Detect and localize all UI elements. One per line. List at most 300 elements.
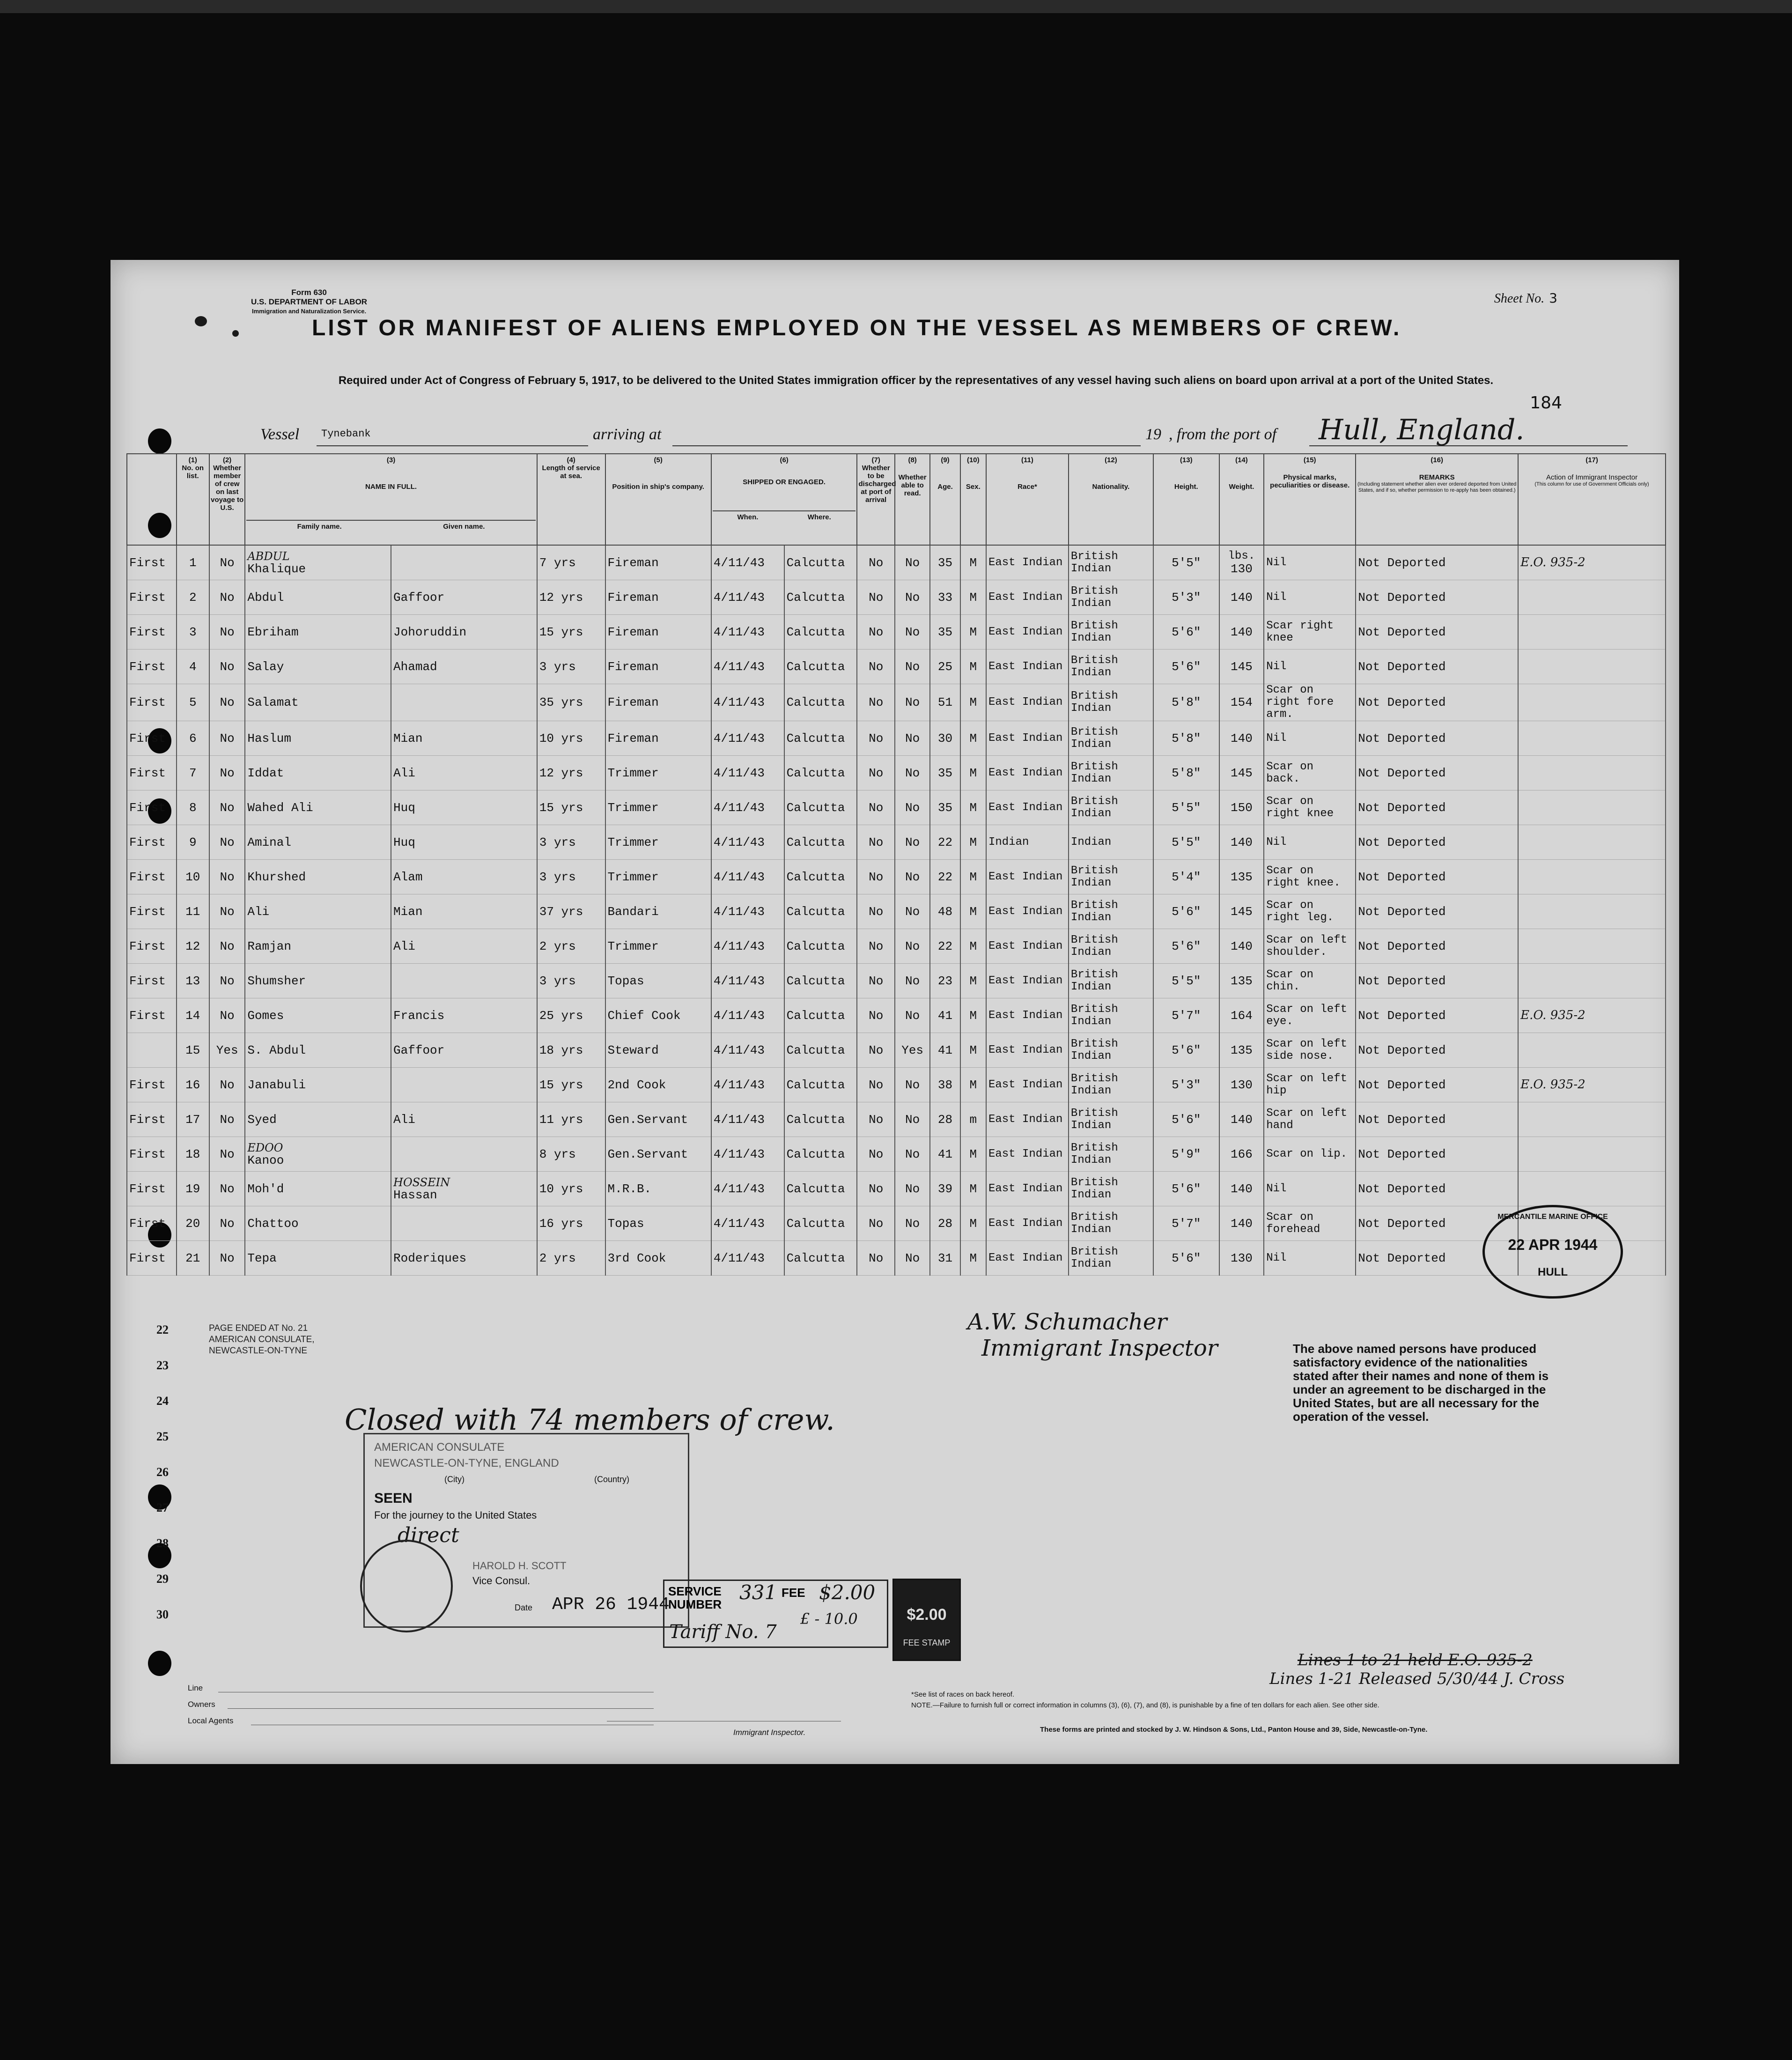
shipped-when-value: 4/11/43: [713, 590, 765, 605]
service-length-value: 11 yrs: [539, 1112, 583, 1127]
family-name: [245, 615, 391, 650]
shipped-when: [711, 998, 784, 1033]
family-name-value: Tepa: [247, 1251, 277, 1265]
family-name-value: Gomes: [247, 1008, 284, 1023]
nationality-value: British Indian: [1070, 1107, 1118, 1132]
service-length-value: 3 yrs: [539, 870, 576, 884]
last-voyage-value: No: [220, 1147, 235, 1161]
able-to-read-value: No: [905, 590, 920, 605]
line-number-value: 15: [185, 1043, 200, 1057]
discharged: [857, 860, 894, 894]
weight-value: 140: [1231, 1181, 1253, 1196]
col-header-7: (7) Whether to be discharged at port of arrival: [857, 454, 894, 545]
inspector-action: [1518, 650, 1666, 684]
col-header-9: (9) Age.: [930, 454, 960, 545]
remarks-value: Not Deported: [1358, 1251, 1446, 1265]
family-name-value: Ali: [247, 904, 270, 919]
shipped-when-value: 4/11/43: [713, 939, 765, 953]
height-value: 5'8": [1172, 695, 1201, 709]
shipped-when: [711, 1068, 784, 1102]
race: [986, 825, 1069, 860]
weight-value: 145: [1231, 904, 1253, 919]
remarks-value: Not Deported: [1358, 1216, 1446, 1231]
nationality-value: British Indian: [1070, 1003, 1118, 1028]
height: [1153, 929, 1219, 964]
port-of-departure: Hull, England.: [1319, 413, 1525, 446]
margin-cell-value: First: [129, 659, 166, 674]
position-value: Trimmer: [607, 800, 659, 815]
service-length-value: 15 yrs: [539, 625, 583, 639]
age-value: 25: [937, 659, 953, 674]
discharged: [857, 825, 894, 860]
physical-marks: [1264, 650, 1356, 684]
margin-cell: [127, 1206, 177, 1241]
weight-value: 140: [1231, 731, 1253, 746]
margin-cell: [127, 998, 177, 1033]
given-name: [391, 545, 537, 580]
remarks: [1356, 615, 1518, 650]
given-name: [391, 790, 537, 825]
able-to-read: [895, 964, 930, 998]
discharged-value: No: [869, 800, 884, 815]
position: [605, 894, 711, 929]
position: [605, 545, 711, 580]
race-value: East Indian: [988, 766, 1063, 779]
age-value: 28: [937, 1112, 953, 1127]
table-row: [127, 964, 1666, 998]
shipped-when: [711, 650, 784, 684]
shipped-where: [784, 756, 857, 790]
physical-marks: [1264, 860, 1356, 894]
margin-cell-value: First: [129, 625, 166, 639]
given-name-value: Ali: [393, 939, 415, 953]
position: [605, 1206, 711, 1241]
age-value: 23: [937, 974, 953, 988]
vessel-label: Vessel: [260, 426, 300, 443]
margin-cell-value: First: [129, 590, 166, 605]
line-number-value: 20: [185, 1216, 200, 1231]
given-name: [391, 615, 537, 650]
race: [986, 545, 1069, 580]
inspector-action: [1518, 615, 1666, 650]
discharged-value: No: [869, 835, 884, 849]
inspector-action: [1518, 1137, 1666, 1172]
col-header-10: (10) Sex.: [960, 454, 986, 545]
able-to-read-value: No: [905, 1112, 920, 1127]
physical-marks: [1264, 580, 1356, 615]
service-length: [537, 756, 605, 790]
race-value: East Indian: [988, 1078, 1063, 1091]
inspector-action-value: E.O. 935-2: [1520, 555, 1586, 569]
height: [1153, 721, 1219, 756]
last-voyage-value: No: [220, 766, 235, 780]
service-length: [537, 1206, 605, 1241]
family-name-value: Ebriham: [247, 625, 299, 639]
position-value: Trimmer: [607, 835, 659, 849]
last-voyage-value: No: [220, 835, 235, 849]
position-value: Trimmer: [607, 870, 659, 884]
last-voyage: [209, 790, 245, 825]
shipped-when-value: 4/11/43: [713, 1008, 765, 1023]
age-value: 31: [937, 1251, 953, 1265]
margin-header: [127, 454, 177, 545]
margin-cell-value: First: [129, 904, 166, 919]
margin-cell: [127, 964, 177, 998]
race-value: East Indian: [988, 801, 1063, 814]
line-number-value: 12: [185, 939, 200, 953]
line-number-value: 9: [189, 835, 197, 849]
last-voyage-value: No: [220, 1078, 235, 1092]
given-name: [391, 650, 537, 684]
sex: [960, 860, 986, 894]
height: [1153, 964, 1219, 998]
given-name-value: Alam: [393, 870, 423, 884]
line-number-value: 7: [189, 766, 197, 780]
able-to-read: [895, 1241, 930, 1276]
able-to-read: [895, 580, 930, 615]
remarks-value: Not Deported: [1358, 904, 1446, 919]
weight-value: 150: [1231, 800, 1253, 815]
age-value: 22: [937, 870, 953, 884]
given-name-value: Huq: [393, 835, 415, 849]
age: [930, 894, 960, 929]
line-number: [177, 1137, 209, 1172]
remarks-value: Not Deported: [1358, 555, 1446, 570]
family-name-value: Moh'd: [247, 1181, 284, 1196]
age-value: 22: [937, 939, 953, 953]
remarks-value: Not Deported: [1358, 1043, 1446, 1057]
age: [930, 790, 960, 825]
table-row: [127, 825, 1666, 860]
weight: [1219, 1137, 1264, 1172]
height: [1153, 1172, 1219, 1206]
sex-value: M: [969, 904, 977, 919]
race: [986, 721, 1069, 756]
margin-cell-value: First: [129, 695, 166, 709]
remarks: [1356, 580, 1518, 615]
ink-blot: [195, 316, 207, 326]
height-value: 5'6": [1172, 939, 1201, 953]
weight: [1219, 615, 1264, 650]
weight-value: 140: [1231, 1216, 1253, 1231]
margin-cell: [127, 1068, 177, 1102]
given-name-value: Francis: [393, 1008, 445, 1023]
nationality-value: British Indian: [1070, 760, 1118, 785]
margin-cell: [127, 650, 177, 684]
position-value: Fireman: [607, 731, 659, 746]
shipped-when: [711, 790, 784, 825]
shipped-where: [784, 684, 857, 721]
height-value: 5'6": [1172, 1251, 1201, 1265]
discharged: [857, 615, 894, 650]
line-number-value: 18: [185, 1147, 200, 1161]
penalty-note: NOTE.—Failure to furnish full or correct information in columns (3), (6), (7), and (8), is punishable by a fine of ten dollars for each alien. See other side.: [911, 1701, 1379, 1709]
inspector-action: [1518, 1102, 1666, 1137]
discharged: [857, 998, 894, 1033]
inspector-action: [1518, 790, 1666, 825]
nationality-value: British Indian: [1070, 933, 1118, 959]
remarks-value: Not Deported: [1358, 766, 1446, 780]
col-header-5: (5) Position in ship's company.: [605, 454, 711, 545]
physical-marks-value: Scar on back.: [1266, 760, 1314, 785]
service-length: [537, 1137, 605, 1172]
col-header-2: (2) Whether member of crew on last voyage to U.S.: [209, 454, 245, 545]
weight: [1219, 1068, 1264, 1102]
weight-value: 140: [1231, 590, 1253, 605]
shipped-where: [784, 650, 857, 684]
service-length: [537, 1033, 605, 1068]
shipped-when: [711, 825, 784, 860]
height: [1153, 1102, 1219, 1137]
height: [1153, 545, 1219, 580]
sex-value: M: [969, 939, 977, 953]
weight: [1219, 998, 1264, 1033]
physical-marks: [1264, 684, 1356, 721]
shipped-when: [711, 1172, 784, 1206]
age: [930, 1102, 960, 1137]
sex-value: M: [969, 625, 977, 639]
height-value: 5'5": [1172, 835, 1201, 849]
height-value: 5'8": [1172, 731, 1201, 746]
nationality-value: British Indian: [1070, 1141, 1118, 1167]
weight: [1219, 1206, 1264, 1241]
discharged-value: No: [869, 731, 884, 746]
position: [605, 998, 711, 1033]
last-voyage-value: No: [220, 659, 235, 674]
shipped-when-value: 4/11/43: [713, 1216, 765, 1231]
nationality: [1069, 1172, 1153, 1206]
nationality: [1069, 1068, 1153, 1102]
given-name: [391, 756, 537, 790]
col-header-15: (15) Physical marks, peculiarities or disease.: [1264, 454, 1356, 545]
document-title: LIST OR MANIFEST OF ALIENS EMPLOYED ON THE VESSEL AS MEMBERS OF CREW.: [312, 316, 1402, 340]
age-value: 35: [937, 800, 953, 815]
able-to-read-value: No: [905, 625, 920, 639]
inspector-action: [1518, 684, 1666, 721]
shipped-where: [784, 1102, 857, 1137]
shipped-when: [711, 580, 784, 615]
margin-cell: [127, 756, 177, 790]
height-value: 5'5": [1172, 974, 1201, 988]
race-value: East Indian: [988, 1043, 1063, 1056]
shipped-where-value: Calcutta: [786, 590, 845, 605]
position-value: Fireman: [607, 659, 659, 674]
nationality: [1069, 721, 1153, 756]
nationality-value: British Indian: [1070, 584, 1118, 610]
service-length: [537, 684, 605, 721]
sex-value: M: [969, 590, 977, 605]
discharged-value: No: [869, 939, 884, 953]
year-label: 19: [1145, 426, 1161, 443]
shipped-where: [784, 929, 857, 964]
physical-marks-value: Scar on left eye.: [1266, 1003, 1348, 1028]
remarks: [1356, 1137, 1518, 1172]
age-value: 48: [937, 904, 953, 919]
col-header-17: (17) Action of Immigrant Inspector (This column for use of Government Officials only): [1518, 454, 1666, 545]
family-name-header: Family name.: [297, 523, 342, 531]
given-name: [391, 1241, 537, 1276]
line-number-value: 6: [189, 731, 197, 746]
discharged-value: No: [869, 695, 884, 709]
line-number: [177, 929, 209, 964]
table-row: [127, 615, 1666, 650]
shipped-when: [711, 615, 784, 650]
weight-value: 154: [1231, 695, 1253, 709]
sex: [960, 964, 986, 998]
able-to-read-value: No: [905, 1181, 920, 1196]
sex: [960, 790, 986, 825]
last-voyage: [209, 998, 245, 1033]
service-length: [537, 650, 605, 684]
family-name: [245, 860, 391, 894]
service-length: [537, 929, 605, 964]
shipped-when-value: 4/11/43: [713, 835, 765, 849]
physical-marks-value: Scar on right leg.: [1266, 899, 1334, 924]
document-subtitle: Required under Act of Congress of February 5, 1917, to be delivered to the United States immigration officer by the representatives of any vessel having such aliens on board upon arrival at a port of the United States.: [338, 374, 1494, 387]
shipped-where-value: Calcutta: [786, 1043, 845, 1057]
inspector-action: [1518, 545, 1666, 580]
height-value: 5'8": [1172, 766, 1201, 780]
line-number: [177, 650, 209, 684]
physical-marks: [1264, 1206, 1356, 1241]
physical-marks: [1264, 1068, 1356, 1102]
shipped-where-value: Calcutta: [786, 1078, 845, 1092]
table-row: [127, 1033, 1666, 1068]
height: [1153, 1241, 1219, 1276]
family-name: [245, 684, 391, 721]
age-value: 41: [937, 1147, 953, 1161]
race: [986, 615, 1069, 650]
service-length-value: 3 yrs: [539, 835, 576, 849]
service-length-value: 3 yrs: [539, 659, 576, 674]
given-name-value: Mian: [393, 904, 423, 919]
position: [605, 825, 711, 860]
service-length-value: 18 yrs: [539, 1043, 583, 1057]
table-row: [127, 756, 1666, 790]
able-to-read: [895, 929, 930, 964]
family-name-value: Janabuli: [247, 1078, 306, 1092]
agents-label: Local Agents: [188, 1716, 234, 1725]
shipped-when-value: 4/11/43: [713, 625, 765, 639]
col-header-1: (1) No. on list.: [177, 454, 209, 545]
remarks-value: Not Deported: [1358, 659, 1446, 674]
able-to-read-value: No: [905, 1008, 920, 1023]
race-value: East Indian: [988, 591, 1063, 604]
race: [986, 1241, 1069, 1276]
physical-marks: [1264, 998, 1356, 1033]
position-value: Fireman: [607, 555, 659, 570]
owners-label: Owners: [188, 1700, 215, 1709]
race: [986, 756, 1069, 790]
physical-marks: [1264, 964, 1356, 998]
shipped-when-value: 4/11/43: [713, 870, 765, 884]
age: [930, 615, 960, 650]
able-to-read: [895, 1068, 930, 1102]
sex: [960, 1137, 986, 1172]
physical-marks-value: Nil: [1266, 556, 1287, 569]
physical-marks-value: Scar on forehead: [1266, 1211, 1320, 1236]
margin-cell: [127, 790, 177, 825]
discharged-value: No: [869, 1251, 884, 1265]
nationality: [1069, 615, 1153, 650]
age-value: 38: [937, 1078, 953, 1092]
family-name-value: Khurshed: [247, 870, 306, 884]
family-name: [245, 545, 391, 580]
age: [930, 1033, 960, 1068]
height-value: 5'4": [1172, 870, 1201, 884]
table-row: [127, 1102, 1666, 1137]
race-value: East Indian: [988, 1217, 1063, 1230]
nationality-value: British Indian: [1070, 1072, 1118, 1097]
last-voyage: [209, 894, 245, 929]
age-value: 33: [937, 590, 953, 605]
weight-value: 140: [1231, 1112, 1253, 1127]
last-voyage-value: No: [220, 939, 235, 953]
family-name-value: Ramjan: [247, 939, 291, 953]
race: [986, 1172, 1069, 1206]
last-voyage-value: Yes: [216, 1043, 238, 1057]
consulate-stamp: AMERICAN CONSULATE NEWCASTLE-ON-TYNE, ENGLAND (City) (Country) SEEN For the journey to the United States direct HAROLD H. SCOTT Vice Consul. Date APR 26 1944: [363, 1433, 689, 1628]
service-length-value: 15 yrs: [539, 800, 583, 815]
service-length-value: 2 yrs: [539, 1251, 576, 1265]
consulate-seal: [360, 1540, 453, 1632]
service-length: [537, 580, 605, 615]
nationality-notice: The above named persons have produced satisfactory evidence of the nationalities stated after their names and none of them is under an agreement to be discharged in the United States, but are all necessary for the operation of the vessel.: [1293, 1342, 1549, 1424]
age-value: 35: [937, 766, 953, 780]
weight: [1219, 1172, 1264, 1206]
last-voyage: [209, 929, 245, 964]
able-to-read-value: No: [905, 659, 920, 674]
able-to-read-value: No: [905, 1147, 920, 1161]
remarks-value: Not Deported: [1358, 1147, 1446, 1161]
sex: [960, 756, 986, 790]
age: [930, 998, 960, 1033]
family-name-value: Kanoo: [247, 1153, 284, 1167]
height: [1153, 790, 1219, 825]
family-name: [245, 1172, 391, 1206]
position-value: Trimmer: [607, 939, 659, 953]
able-to-read-value: No: [905, 800, 920, 815]
nationality: [1069, 964, 1153, 998]
shipped-when: [711, 1033, 784, 1068]
sex: [960, 650, 986, 684]
last-voyage: [209, 1206, 245, 1241]
service-length-value: 10 yrs: [539, 1181, 583, 1196]
discharged: [857, 964, 894, 998]
nationality-value: British Indian: [1070, 1245, 1118, 1270]
weight: [1219, 964, 1264, 998]
col-header-14: (14) Weight.: [1219, 454, 1264, 545]
physical-marks-value: Scar on chin.: [1266, 968, 1314, 993]
nationality-value: British Indian: [1070, 1176, 1118, 1201]
margin-cell-value: First: [129, 1078, 166, 1092]
physical-marks-value: Scar on right knee: [1266, 795, 1334, 820]
nationality-value: British Indian: [1070, 690, 1118, 715]
when-header: When.: [737, 513, 759, 521]
able-to-read-value: No: [905, 731, 920, 746]
discharged: [857, 1137, 894, 1172]
line-number: 26: [156, 1465, 169, 1479]
discharged: [857, 894, 894, 929]
line-number: [177, 825, 209, 860]
family-name: [245, 998, 391, 1033]
table-row: [127, 1068, 1666, 1102]
position-value: Steward: [607, 1043, 659, 1057]
age: [930, 1068, 960, 1102]
discharged-value: No: [869, 625, 884, 639]
margin-cell: [127, 1102, 177, 1137]
position-value: Chief Cook: [607, 1008, 681, 1023]
